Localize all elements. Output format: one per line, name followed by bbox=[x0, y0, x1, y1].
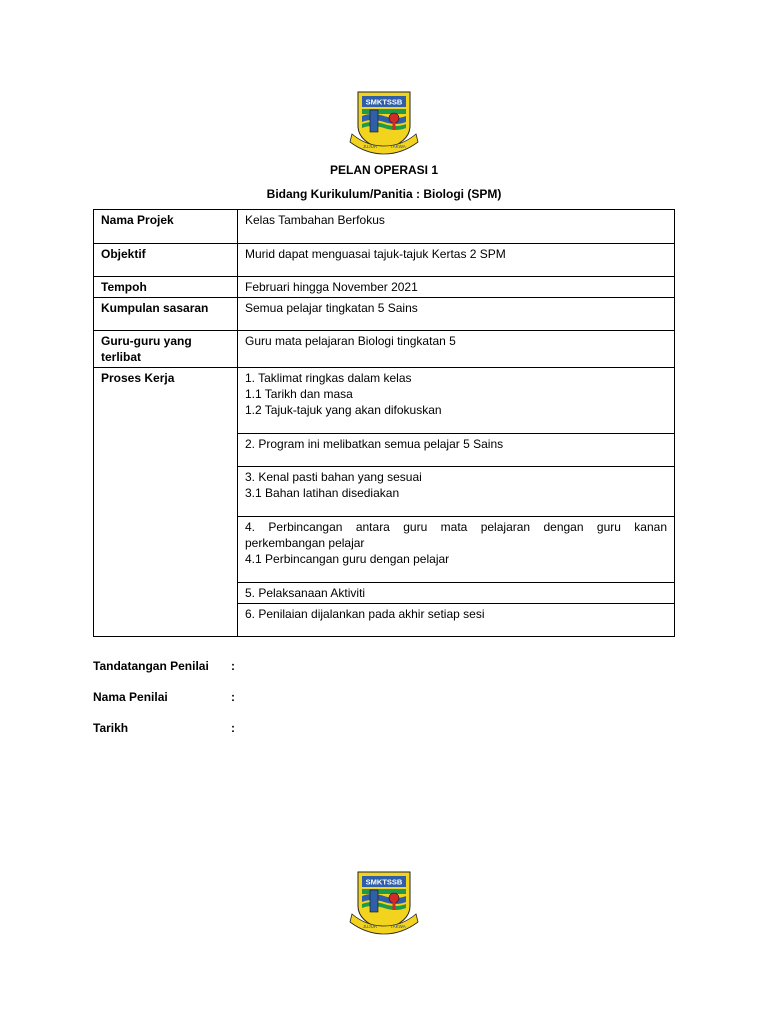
proses-step-3-line-2: 3.1 Bahan latihan disediakan bbox=[245, 486, 400, 500]
value-kumpulan-sasaran: Semua pelajar tingkatan 5 Sains bbox=[238, 298, 675, 331]
logo-ribbon-right: TAKWA bbox=[390, 144, 406, 149]
tarikh-label: Tarikh bbox=[93, 721, 129, 735]
label-objektif: Objektif bbox=[94, 244, 238, 277]
proses-step-6 bbox=[238, 604, 675, 637]
school-logo-top bbox=[348, 86, 420, 158]
document-subtitle: Bidang Kurikulum/Panitia : Biologi (SPM) bbox=[266, 187, 502, 201]
proses-step-5-line-1: 5. Pelaksanaan Aktiviti bbox=[245, 586, 366, 600]
row-proses-1 bbox=[94, 368, 675, 434]
tarikh-row bbox=[93, 721, 235, 735]
label-tempoh: Tempoh bbox=[94, 277, 238, 298]
row-tempoh bbox=[94, 277, 675, 298]
logo-ribbon-left: JUJUR bbox=[362, 144, 378, 149]
label-proses-kerja: Proses Kerja bbox=[94, 368, 238, 637]
proses-step-1-line-3: 1.2 Tajuk-tajuk yang akan difokuskan bbox=[245, 403, 442, 417]
value-objektif: Murid dapat menguasai tajuk-tajuk Kertas 2 SPM bbox=[238, 244, 675, 277]
row-kumpulan bbox=[94, 298, 675, 331]
school-logo-bottom bbox=[348, 866, 420, 938]
label-kumpulan-sasaran: Kumpulan sasaran bbox=[94, 298, 238, 331]
row-nama-projek bbox=[94, 210, 675, 244]
school-crest-icon bbox=[348, 86, 420, 158]
signature-penilai-row bbox=[93, 659, 235, 673]
proses-step-2 bbox=[238, 434, 675, 467]
label-guru-terlibat: Guru-guru yang terlibat bbox=[94, 331, 238, 368]
plan-table bbox=[93, 209, 675, 637]
proses-step-1-line-2: 1.1 Tarikh dan masa bbox=[245, 387, 353, 401]
logo-text: SMKTSSB bbox=[365, 97, 403, 107]
value-nama-projek: Kelas Tambahan Berfokus bbox=[238, 210, 675, 244]
nama-penilai-label: Nama Penilai bbox=[93, 690, 168, 704]
row-guru bbox=[94, 331, 675, 368]
nama-penilai-colon: : bbox=[231, 690, 235, 704]
proses-step-4-line-1: 4. Perbincangan antara guru mata pelajaran dengan guru kanan perkembangan pelajar bbox=[245, 520, 667, 550]
proses-step-3 bbox=[238, 467, 675, 517]
value-tempoh: Februari hingga November 2021 bbox=[238, 277, 675, 298]
value-guru-terlibat: Guru mata pelajaran Biologi tingkatan 5 bbox=[238, 331, 675, 368]
proses-step-3-line-1: 3. Kenal pasti bahan yang sesuai bbox=[245, 470, 422, 484]
row-objektif bbox=[94, 244, 675, 277]
logo-ribbon-right: TAKWA bbox=[390, 924, 406, 929]
proses-step-5 bbox=[238, 583, 675, 604]
nama-penilai-row bbox=[93, 690, 235, 704]
proses-step-6-line-1: 6. Penilaian dijalankan pada akhir setiap sesi bbox=[245, 607, 485, 621]
tarikh-colon: : bbox=[231, 721, 235, 735]
proses-step-4-line-2: 4.1 Perbincangan guru dengan pelajar bbox=[245, 552, 450, 566]
signature-penilai-colon: : bbox=[231, 659, 235, 673]
document-title: PELAN OPERASI 1 bbox=[329, 163, 439, 177]
proses-step-2-line-1: 2. Program ini melibatkan semua pelajar 5 Sains bbox=[245, 437, 504, 451]
school-crest-icon bbox=[348, 866, 420, 938]
signature-penilai-label: Tandatangan Penilai bbox=[93, 659, 209, 673]
proses-step-4 bbox=[238, 517, 675, 583]
proses-step-1 bbox=[238, 368, 675, 434]
logo-ribbon-left: JUJUR bbox=[362, 924, 378, 929]
proses-step-1-line-1: 1. Taklimat ringkas dalam kelas bbox=[245, 371, 412, 385]
label-nama-projek: Nama Projek bbox=[94, 210, 238, 244]
logo-text: SMKTSSB bbox=[365, 877, 403, 887]
